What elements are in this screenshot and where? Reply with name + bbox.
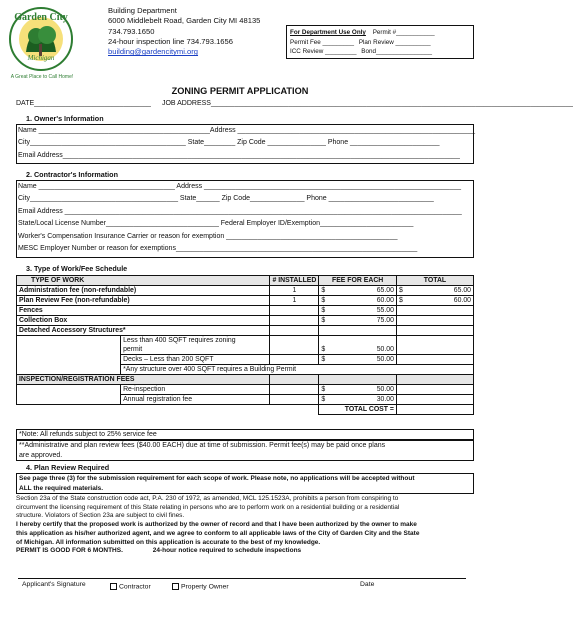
bond-field: Bond________________: [361, 48, 433, 55]
currency-symbol: $: [321, 297, 326, 304]
legal-line-1: Section 23a of the State construction code act, P.A. 230 of 1972, as amended, MCL 125.1523A, prohibits a person from conspiring to: [16, 495, 399, 502]
table-row: [17, 405, 474, 415]
decks-sub-label: Decks – Less than 200 SQFT: [121, 355, 270, 365]
phone-number: 734.793.1650: [108, 26, 155, 36]
date-label: Date: [360, 581, 375, 588]
applicant-signature-label: Applicant's Signature: [22, 581, 86, 588]
date-job-row: [16, 99, 573, 108]
fee-schedule-table: [16, 275, 474, 415]
validity-line: [16, 547, 476, 556]
fee-row-label: Plan Review Fee (non-refundable): [17, 296, 270, 306]
refund-note: *Note: All refunds subject to 25% service fee: [19, 431, 157, 438]
plan-review-field: Plan Review __________: [358, 38, 431, 46]
table-row: [17, 365, 474, 375]
zoning-installed[interactable]: [270, 336, 319, 346]
fee-row-installed[interactable]: 1: [270, 296, 319, 306]
job-address-field[interactable]: JOB ADDRESS_____________________________________________________________________________________________: [161, 100, 573, 107]
currency-symbol: $: [398, 287, 403, 294]
contractor-name-field[interactable]: Name ___________________________________ Address __________________________________________________________________: [18, 183, 461, 190]
currency-symbol: $: [321, 356, 326, 364]
signature-line[interactable]: [18, 578, 466, 579]
contractor-email-field[interactable]: Email Address ______________________________________________________________________________________________________: [18, 207, 462, 215]
fee-row-label: Administration fee (non-refundable): [17, 286, 270, 296]
fee-row-label: Fences: [17, 306, 270, 316]
owner-section-heading: 1. Owner's Information: [26, 114, 104, 123]
date-field[interactable]: DATE______________________________: [16, 100, 151, 107]
table-row: [17, 316, 474, 326]
department-use-box: [286, 25, 474, 59]
permit-fee-field: Permit Fee _________: [290, 38, 355, 46]
fee-row-label: Collection Box: [17, 316, 270, 326]
fee-row-fee: 65.00: [376, 287, 394, 294]
owner-name-field[interactable]: Name ____________________________________________Address _____________________________________________________________: [18, 127, 476, 134]
fee-table-header: [17, 276, 474, 286]
table-row: [17, 336, 474, 346]
dept-use-title: For Department Use Only: [290, 29, 366, 36]
contractor-option[interactable]: [110, 583, 151, 590]
inspection-line: 24-hour inspection line 734.793.1656: [108, 36, 233, 46]
logo-tagline: A Great Place to Call Home!: [10, 74, 74, 80]
zoning-total[interactable]: [396, 336, 473, 346]
decks-total[interactable]: [396, 355, 473, 365]
permit-number-field: Permit #___________: [372, 29, 435, 36]
cert-line-1: I hereby certify that the proposed work is authorized by the owner of record and that I have been authorized by the owner to make: [16, 521, 417, 529]
annual-installed[interactable]: [270, 395, 319, 405]
table-row: [17, 296, 474, 306]
inspection-fees-heading: INSPECTION/REGISTRATION FEES: [17, 375, 270, 385]
zoning-sub-label: Less than 400 SQFT requires zoning: [121, 336, 270, 346]
decks-installed[interactable]: [270, 355, 319, 365]
cert-line-2: this application as his/her authorized agent, and we agree to conform to all applicable laws of the City of Garden City and the State: [16, 529, 420, 537]
table-row: [17, 326, 474, 336]
fee-row-fee: 60.00: [376, 297, 394, 304]
currency-symbol: $: [321, 287, 326, 294]
permit-validity: PERMIT IS GOOD FOR 6 MONTHS.: [16, 547, 123, 555]
logo-name: Garden City: [14, 12, 68, 23]
icc-review-field: ICC Review _________: [290, 48, 357, 55]
owner-city-field[interactable]: City________________________________________ State________ Zip Code _______________ Phone _______________________: [18, 139, 440, 147]
fee-row-total[interactable]: 65.00: [453, 287, 471, 294]
plan-review-note-1: See page three (3) for the submission requirement for each scope of work. Please note, no applications will be accepted without: [19, 475, 415, 482]
col-fee-each: FEE FOR EACH: [319, 276, 397, 286]
total-cost-field[interactable]: [396, 405, 473, 415]
table-row: [17, 306, 474, 316]
currency-symbol: $: [321, 317, 326, 324]
table-row: [17, 385, 474, 395]
plan-review-note-2: ALL the required materials.: [19, 485, 104, 492]
currency-symbol: $: [321, 386, 326, 394]
logo-state: Michigan: [27, 54, 55, 62]
form-title: ZONING PERMIT APPLICATION: [171, 86, 309, 96]
table-row: [17, 345, 474, 355]
owner-email-field[interactable]: Email Address______________________________________________________________________________________________________: [18, 151, 460, 159]
contractor-info-box: [16, 180, 474, 258]
legal-line-3: structure. Violators of Section 23a are subject to civil fines.: [16, 512, 185, 520]
currency-symbol: $: [321, 307, 326, 314]
reinspection-installed[interactable]: [270, 385, 319, 395]
table-row: [17, 375, 474, 385]
legal-text: [16, 495, 476, 556]
reinspection-fee: 50.00: [376, 386, 394, 394]
inspection-notice: 24-hour notice required to schedule inspections: [152, 547, 302, 555]
currency-symbol: $: [398, 297, 403, 304]
fee-row-fee: 55.00: [376, 307, 394, 314]
table-row: [17, 355, 474, 365]
fee-row-total[interactable]: [396, 316, 473, 326]
legal-line-2: circumvent the licensing requirement of this State relating in persons who are to perform work on a residential building or a residential: [16, 503, 400, 511]
reinspection-label: Re-inspection: [121, 385, 270, 395]
property-owner-checkbox[interactable]: [172, 583, 179, 590]
refund-note-box: [16, 429, 474, 440]
fee-row-installed[interactable]: [270, 316, 319, 326]
contractor-checkbox[interactable]: [110, 583, 117, 590]
plan-review-heading: 4. Plan Review Required: [26, 463, 110, 472]
total-cost-label: TOTAL COST =: [319, 405, 397, 415]
garden-city-logo: [6, 6, 76, 84]
fee-row-installed[interactable]: 1: [270, 286, 319, 296]
license-number-field[interactable]: State/Local License Number_____________________________ Federal Employer ID/Exemption________________________: [18, 220, 414, 228]
table-row: [17, 395, 474, 405]
fee-row-total[interactable]: [396, 306, 473, 316]
mesc-field[interactable]: MESC Employer Number or reason for exemptions______________________________________________________________: [18, 245, 418, 253]
zoning-sub-label-cont: permit: [121, 345, 270, 355]
contractor-checkbox-label: Contractor: [119, 583, 151, 591]
cert-line-3: of Michigan. All information submitted on this application is accurate to the best of my knowledge.: [16, 538, 321, 546]
zoning-fee: 50.00: [376, 346, 394, 354]
property-owner-checkbox-label: Property Owner: [181, 583, 229, 591]
table-row: [17, 286, 474, 296]
col-type-of-work: TYPE OF WORK: [17, 276, 270, 286]
fee-row-fee: 75.00: [376, 317, 394, 324]
contractor-section-heading: 2. Contractor's Information: [26, 170, 118, 179]
admin-note-line-1: **Administrative and plan review fees ($40.00 EACH) due at time of submission. Permit fee(s) may be paid once plans: [19, 442, 386, 449]
col-installed: # INSTALLED: [270, 276, 319, 286]
currency-symbol: $: [321, 346, 326, 354]
fee-row-label: Detached Accessory Structures*: [17, 326, 270, 336]
contractor-city-field[interactable]: City______________________________________ State______ Zip Code______________ Phone ___________________________: [18, 195, 434, 203]
owner-option[interactable]: [172, 583, 229, 590]
owner-info-box: [16, 124, 474, 164]
header-address-block: [108, 6, 260, 57]
annual-total[interactable]: [396, 395, 473, 405]
currency-symbol: $: [321, 396, 326, 404]
annual-fee-label: Annual registration fee: [121, 395, 270, 405]
street-address: 6000 Middlebelt Road, Garden City MI 48135: [108, 16, 261, 26]
annual-fee: 30.00: [376, 396, 394, 404]
fees-section-heading: 3. Type of Work/Fee Schedule: [26, 264, 128, 273]
workers-comp-field[interactable]: Worker's Compensation Insurance Carrier or reason for exemption ____________________________________________: [18, 232, 398, 240]
admin-note-box: [16, 440, 474, 461]
plan-review-box: [16, 473, 474, 494]
reinspection-total[interactable]: [396, 385, 473, 395]
fee-row-total[interactable]: 60.00: [453, 297, 471, 304]
fee-row-installed[interactable]: [270, 306, 319, 316]
department-name: Building Department: [108, 6, 177, 15]
decks-fee: 50.00: [376, 356, 394, 364]
admin-note-line-2: are approved.: [19, 452, 63, 459]
col-total: TOTAL: [396, 276, 473, 286]
large-structure-note: *Any structure over 400 SQFT requires a Building Permit: [121, 365, 474, 375]
email-link[interactable]: building@gardencitymi.org: [108, 47, 199, 57]
